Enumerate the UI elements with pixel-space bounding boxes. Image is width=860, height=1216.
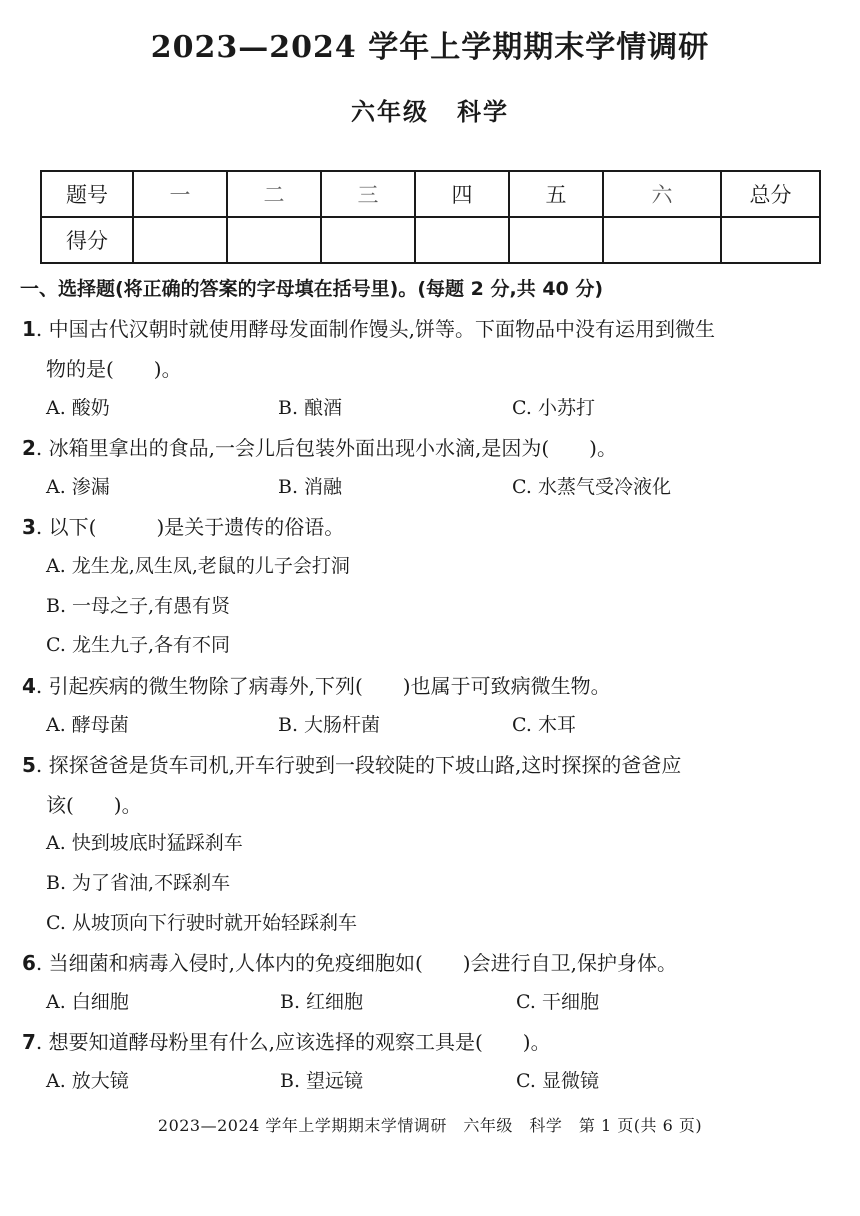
question-number: 7 bbox=[22, 1030, 36, 1054]
score-cell-section: 五 bbox=[509, 171, 603, 217]
question-3 bbox=[22, 511, 344, 540]
question-text: . 冰箱里拿出的食品,一会儿后包装外面出现小水滴,是因为( )。 bbox=[35, 436, 617, 460]
subject-label: 科学 bbox=[457, 97, 509, 126]
option-c[interactable]: C. 小苏打 bbox=[512, 397, 595, 419]
question-5 bbox=[22, 749, 681, 778]
score-blank-cell[interactable] bbox=[227, 217, 321, 263]
score-blank-cell[interactable] bbox=[415, 217, 509, 263]
question-number: 3 bbox=[22, 515, 36, 539]
question-1 bbox=[22, 313, 715, 342]
score-table bbox=[40, 170, 821, 264]
score-table-header-row bbox=[41, 171, 820, 217]
grade-label: 六年级 bbox=[351, 97, 429, 126]
option-a[interactable]: A. 放大镜 bbox=[46, 1070, 129, 1092]
score-blank-cell[interactable] bbox=[321, 217, 415, 263]
option-c[interactable]: C. 水蒸气受冷液化 bbox=[512, 476, 671, 498]
score-blank-cell[interactable] bbox=[721, 217, 820, 263]
option-b[interactable]: B. 消融 bbox=[278, 476, 343, 498]
option-c[interactable]: C. 干细胞 bbox=[516, 991, 599, 1013]
question-2 bbox=[22, 432, 617, 461]
question-5-line2: 该( )。 bbox=[46, 793, 142, 817]
option-a[interactable]: A. 快到坡底时猛踩刹车 bbox=[46, 832, 243, 854]
option-b[interactable]: B. 红细胞 bbox=[280, 991, 364, 1013]
exam-title: 2023—2024 学年上学期期末学情调研 bbox=[150, 30, 710, 65]
question-1-line2: 物的是( )。 bbox=[46, 357, 182, 381]
option-a[interactable]: A. 渗漏 bbox=[46, 476, 110, 498]
score-blank-cell[interactable] bbox=[133, 217, 227, 263]
score-cell-label: 题号 bbox=[41, 171, 133, 217]
score-cell-section: 四 bbox=[415, 171, 509, 217]
question-7 bbox=[22, 1026, 551, 1055]
option-c[interactable]: C. 龙生九子,各有不同 bbox=[46, 634, 230, 656]
score-blank-cell[interactable] bbox=[603, 217, 721, 263]
score-row-label: 得分 bbox=[41, 217, 133, 263]
question-number: 6 bbox=[22, 951, 36, 975]
option-a[interactable]: A. 白细胞 bbox=[46, 991, 129, 1013]
option-b[interactable]: B. 望远镜 bbox=[280, 1070, 364, 1092]
question-4 bbox=[22, 670, 611, 699]
question-text: . 以下( )是关于遗传的俗语。 bbox=[35, 515, 345, 539]
question-text: . 引起疾病的微生物除了病毒外,下列( )也属于可致病微生物。 bbox=[35, 674, 611, 698]
score-cell-section: 六 bbox=[603, 171, 721, 217]
question-text: . 中国古代汉朝时就使用酵母发面制作馒头,饼等。下面物品中没有运用到微生 bbox=[35, 317, 715, 341]
score-cell-section: 一 bbox=[133, 171, 227, 217]
score-blank-cell[interactable] bbox=[509, 217, 603, 263]
score-cell-section: 二 bbox=[227, 171, 321, 217]
question-text: . 当细菌和病毒入侵时,人体内的免疫细胞如( )会进行自卫,保护身体。 bbox=[35, 951, 677, 975]
option-b[interactable]: B. 酿酒 bbox=[278, 397, 343, 419]
option-a[interactable]: A. 龙生龙,凤生凤,老鼠的儿子会打洞 bbox=[46, 555, 350, 577]
question-6 bbox=[22, 947, 677, 976]
option-b[interactable]: B. 大肠杆菌 bbox=[278, 714, 381, 736]
section-heading: 一、选择题(将正确的答案的字母填在括号里)。(每题 2 分,共 40 分) bbox=[20, 278, 604, 300]
score-table-score-row bbox=[41, 217, 820, 263]
option-a[interactable]: A. 酵母菌 bbox=[46, 714, 129, 736]
score-cell-total: 总分 bbox=[721, 171, 820, 217]
option-b[interactable]: B. 为了省油,不踩刹车 bbox=[46, 872, 231, 894]
page-footer: 2023—2024 学年上学期期末学情调研 六年级 科学 第 1 页(共 6 页) bbox=[157, 1116, 703, 1135]
option-a[interactable]: A. 酸奶 bbox=[46, 397, 110, 419]
question-text: . 探探爸爸是货车司机,开车行驶到一段较陡的下坡山路,这时探探的爸爸应 bbox=[35, 753, 682, 777]
question-text: . 想要知道酵母粉里有什么,应该选择的观察工具是( )。 bbox=[35, 1030, 551, 1054]
question-number: 2 bbox=[22, 436, 36, 460]
question-number: 1 bbox=[22, 317, 36, 341]
exam-subtitle bbox=[0, 92, 860, 127]
option-c[interactable]: C. 木耳 bbox=[512, 714, 576, 736]
option-c[interactable]: C. 显微镜 bbox=[516, 1070, 599, 1092]
question-number: 5 bbox=[22, 753, 36, 777]
option-c[interactable]: C. 从坡顶向下行驶时就开始轻踩刹车 bbox=[46, 912, 357, 934]
question-number: 4 bbox=[22, 674, 36, 698]
score-cell-section: 三 bbox=[321, 171, 415, 217]
option-b[interactable]: B. 一母之子,有愚有贤 bbox=[46, 595, 231, 617]
